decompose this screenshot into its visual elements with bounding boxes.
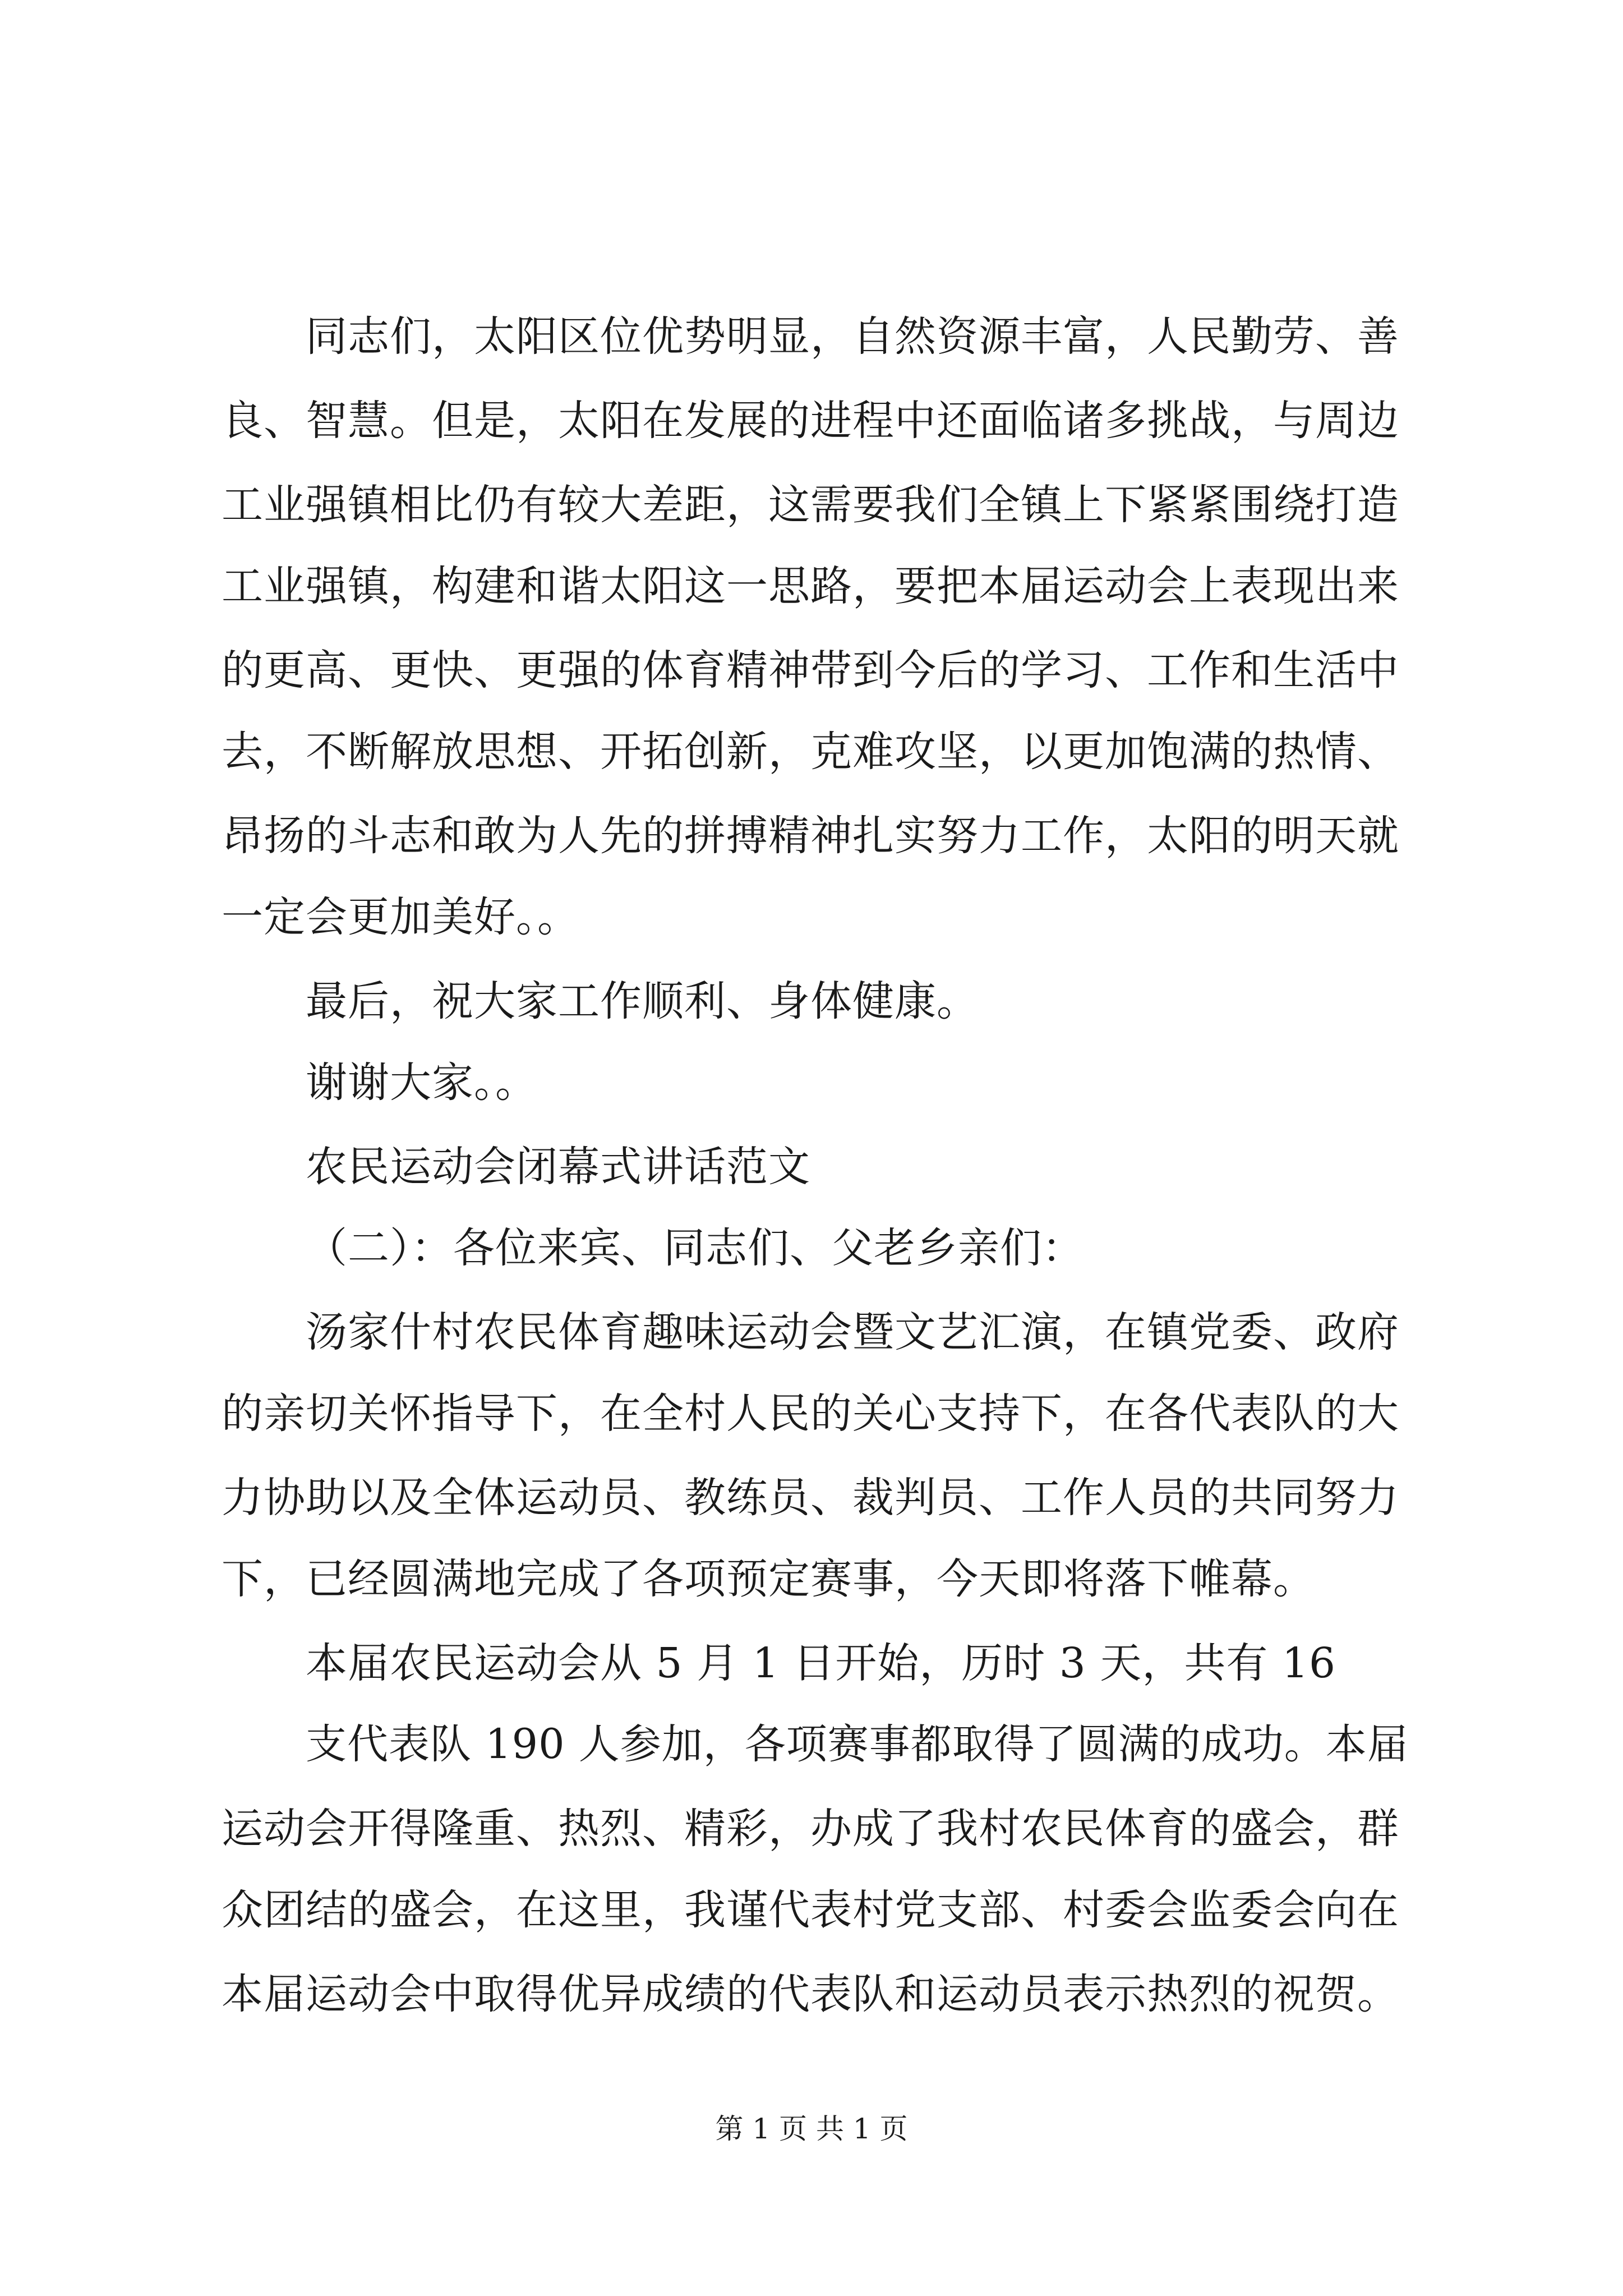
body-text-line: 谢谢大家。。: [306, 1059, 537, 1107]
body-text-line: 工业强镇相比仍有较大差距，这需要我们全镇上下紧紧围绕打造: [222, 481, 1399, 529]
body-text-line: 运动会开得隆重、热烈、精彩，办成了我村农民体育的盛会，群: [222, 1805, 1399, 1853]
body-text-line: 本届农民运动会从 5 月 1 日开始，历时 3 天，共有 16: [306, 1639, 1336, 1687]
body-text-line: 众团结的盛会，在这里，我谨代表村党支部、村委会监委会向在: [222, 1886, 1399, 1934]
body-text-line: 的更高、更快、更强的体育精神带到今后的学习、工作和生活中: [222, 646, 1399, 694]
body-text-line: 最后，祝大家工作顺利、身体健康。: [306, 977, 979, 1025]
body-text-line: 的亲切关怀指导下，在全村人民的关心支持下，在各代表队的大: [222, 1389, 1399, 1438]
body-text-line: 支代表队 190 人参加，各项赛事都取得了圆满的成功。本届: [306, 1720, 1409, 1768]
section-heading: 农民运动会闭幕式讲话范文: [306, 1143, 810, 1191]
body-text-line: 一定会更加美好。。: [222, 893, 579, 941]
body-text-line: 昂扬的斗志和敢为人先的拼搏精神扎实努力工作，太阳的明天就: [222, 812, 1399, 860]
body-text-line: 力协助以及全体运动员、教练员、裁判员、工作人员的共同努力: [222, 1474, 1399, 1522]
body-text-line: 同志们，太阳区位优势明显，自然资源丰富，人民勤劳、善: [306, 312, 1399, 361]
body-text-line: 下，已经圆满地完成了各项预定赛事，今天即将落下帷幕。: [222, 1555, 1315, 1603]
page-footer: 第 1 页 共 1 页: [715, 2113, 908, 2145]
body-text-line: 良、智慧。但是，太阳在发展的进程中还面临诸多挑战，与周边: [222, 397, 1399, 445]
body-text-line: （二）：各位来宾、同志们、父老乡亲们：: [306, 1224, 1084, 1272]
body-text-line: 本届运动会中取得优异成绩的代表队和运动员表示热烈的祝贺。: [222, 1970, 1399, 2018]
body-text-line: 去，不断解放思想、开拓创新，克难攻坚，以更加饱满的热情、: [222, 728, 1399, 776]
body-text-line: 工业强镇，构建和谐太阳这一思路，要把本届运动会上表现出来: [222, 562, 1399, 610]
body-text-line: 汤家什村农民体育趣味运动会暨文艺汇演，在镇党委、政府: [306, 1308, 1399, 1356]
